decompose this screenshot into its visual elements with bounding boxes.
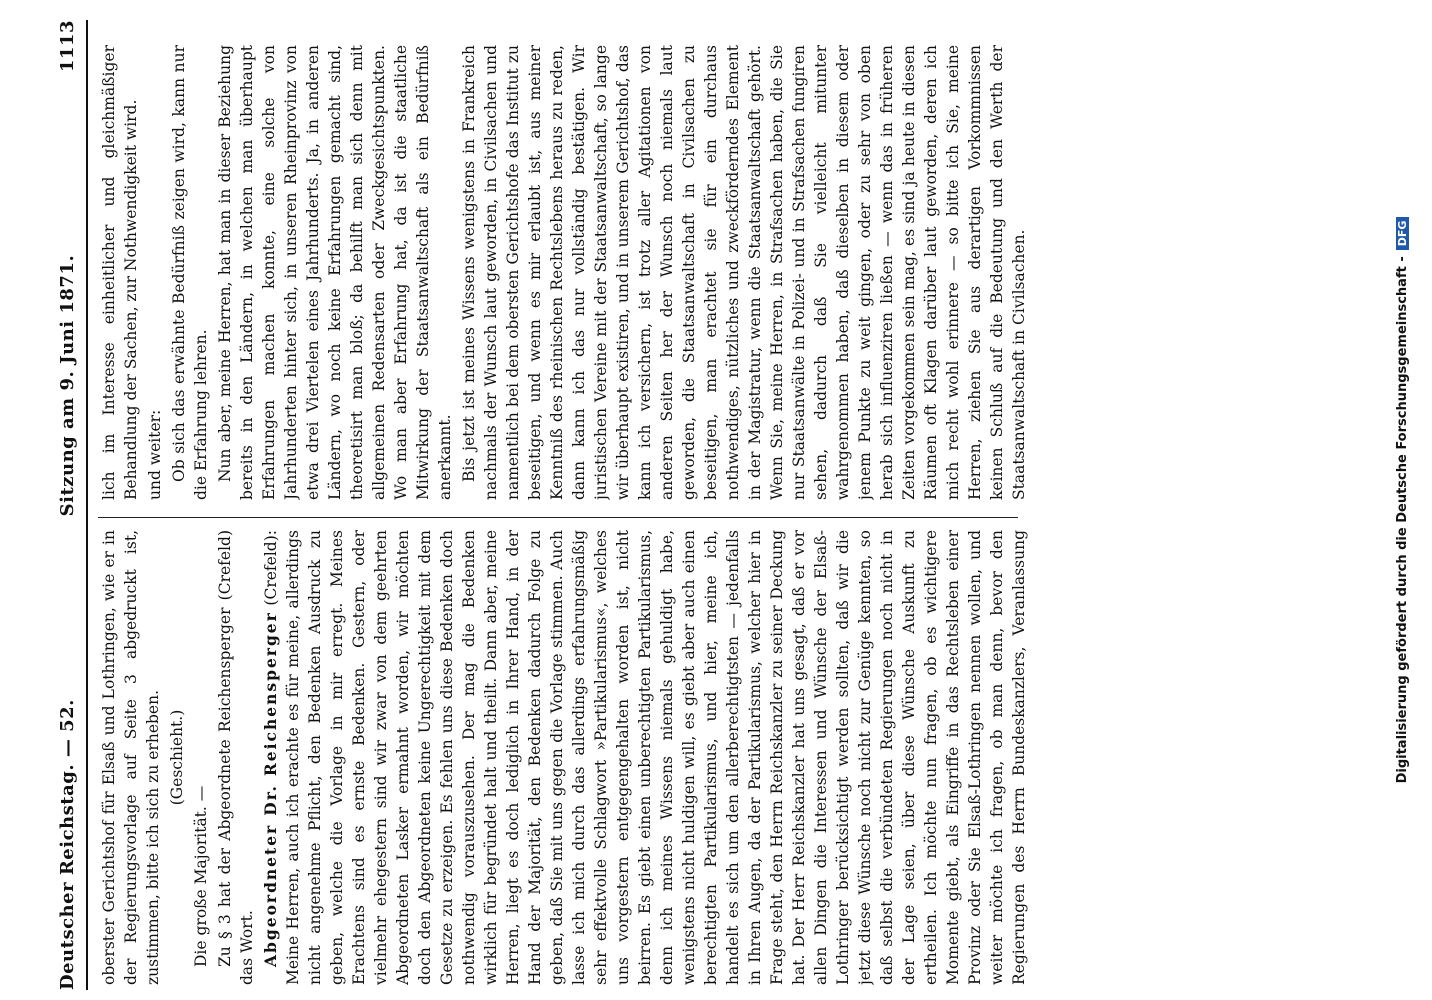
paragraph: (Geschieht.) [168,709,186,806]
paragraph: Nun aber, meine Herren, hat man in dieser Beziehung bereits in den Ländern, in welchen man überhaupt Erfahrungen machen konnte, eine solche von Jahrhunderten hinter sich, in unseren Rheinprovinz von etwa drei Viertelen eines Jahrhunderts. Ja, in anderen Ländern, wo noch keine Erfahrungen gemacht sind, theoretisirt man bloß; da behilft man sich denn mit allgemeinen Redensarten oder Zweckgesichtspunkten. Wo man aber Erfahrung hat, da ist die staatliche Mitwirkung der Staatsanwaltschaft als ein Bedürfniß anerkannt. [216,45,454,500]
funding-note [1390,20,1414,980]
header-left: Deutscher Reichstag. — 52. [57,699,78,990]
paragraph: lich im Interesse einheitlicher und gleichmäßiger Behandlung der Sachen, zur Nothwendigkeit wird. [100,45,140,500]
header-rule [86,20,88,990]
paragraph: Zu § 3 hat der Abgeordnete Reichensperger (Crefeld) das Wort. [216,530,256,985]
speaker-name: Abgeordneter Dr. Reichensperger [261,611,280,967]
header-center: Sitzung am 9. Juni 1871. [57,254,78,517]
column-left [98,530,1028,985]
column-right [98,45,1028,500]
speech-text: (Crefeld): Meine Herren, auch ich erachte es für meine, allerdings nicht angenehme Pflicht, den Bedenken Ausdruck zu geben, welche die Vorlage in mir erregt. Meines Erachtens sind es ernste Bedenken. Gestern, oder vielmehr ehegestern sind wir zwar von dem geehrten Abgeordneten Lasker ermahnt worden, wir möchten doch den Abgeordneten keine Ungerechtigkeit mit dem Gesetze zu erzeigen. Es fehlen uns diese Bedenken doch nothwendig vorauszusehen. Der mag die Bedenken wirklich für begründet halt und theilt. Dann aber, meine Herren, liegt es doch lediglich in Ihrer Hand, in der Hand der Majorität, den Bedenken dadurch Folge zu geben, daß Sie mit uns gegen die Vorlage stimmen. Auch lasse ich mich durch das allerdings erfahrungsmäßig sehr effektvolle Schlagwort »Partikularismus«, welches uns vorgestern entgegengehalten worden ist, nicht beirren. Es giebt einen unberechtigten Partikularismus, denn ich meines Wissens niemals gehuldigt habe, wenigstens nicht huldigen will, es giebt aber auch einen berechtigten Partikularismus, und hier, meine ich, handelt es sich um den allerberechtigtsten — jedenfalls in Ihren Augen, da der Partikularismus, welcher hier in Frage steht, den Herrn Reichskanzler zu seiner Deckung hat. Der Herr Reichskanzler hat uns gesagt, daß er vor allen Dingen die Interessen und Wünsche der Elsaß-Lothringer berücksichtigt werden sollten, daß wir die jetzt diese Wünsche noch nicht zur Genüge kennten, so daß selbst die verbündeten Regierungen noch nicht in der Lage seien, über diese Wünsche Auskunft zu ertheilen. Ich möchte nun fragen, ob es wichtigere Momente giebt, als Eingriffe in das Rechtsleben einer Provinz oder Sie Elsaß-Lothringen nennen wollen, und weiter möchte ich fragen, ob man denn, bevor den Regierungen des Herrn Bundeskanzlers, Veranlassung [262,530,1028,985]
dfg-logo: DFG [1396,217,1409,251]
column-divider [98,517,1018,518]
paragraph: Bis jetzt ist meines Wissens wenigstens in Frankreich nachmals der Wunsch laut geworden, in Civilsachen und namentlich bei dem obersten Gerichtshofe das Institut zu beseitigen, und wenn es mir erlaubt ist, aus meiner Kenntniß des rheinischen Rechtslebens heraus zu reden, dann kann ich das nur vollständig bestätigen. Wir juristischen Vereine mit der Staatsanwaltschaft, so lange wir überhaupt existiren, und in unserem Gerichtshof, das kann ich versichern, ist trotz aller Agitationen von anderen Seiten her der Wunsch noch niemals laut geworden, die Staatsanwaltschaft in Civilsachen zu beseitigen, man erachtet sie für ein durchaus nothwendiges, nützliches und zweckförderndes Element in der Magistratur, wenn die Staatsanwaltschaft gehört. Wenn Sie, meine Herren, in Strafsachen haben, die Sie nur Staatsanwälte in Polizei- und in Strafsachen fungiren sehen, dadurch daß Sie vielleicht mitunter wahrgenommen haben, daß dieselben in diesem oder jenem Punkte zu weit gingen, oder zu sehr von oben herab sich influenziren ließen — wenn das in früheren Zeiten vorgekommen sein mag, es sind ja heute in diesen Räumen oft Klagen darüber laut geworden, deren ich mich recht wohl erinnere — so bitte ich Sie, meine Herren, ziehen Sie aus derartigen Vorkommnissen keinen Schluß auf die Bedeutung und den Werth der Staatsanwaltschaft in Civilsachen. [460,45,1028,500]
paragraph: oberster Gerichtshof für Elsaß und Lothringen, wie er in der Regierungsvorlage auf Seite 3 abgedruckt ist, zustimmen, bitte ich sich zu erheben. [100,530,162,985]
page-number: 1113 [57,20,78,73]
paragraph: Die große Majorität. — [192,785,210,967]
paragraph [260,530,1028,985]
rotated-page [40,0,1420,1000]
page-header [48,20,88,990]
paragraph: und weiter: [146,409,164,500]
funding-text: Digitalisierung gefördert durch die Deutsche Forschungsgemeinschaft - [1394,256,1410,784]
funding-sidebar [1390,20,1430,980]
paragraph: Ob sich das erwähnte Bedürfniß zeigen wird, kann nur die Erfahrung lehren. [170,45,210,500]
